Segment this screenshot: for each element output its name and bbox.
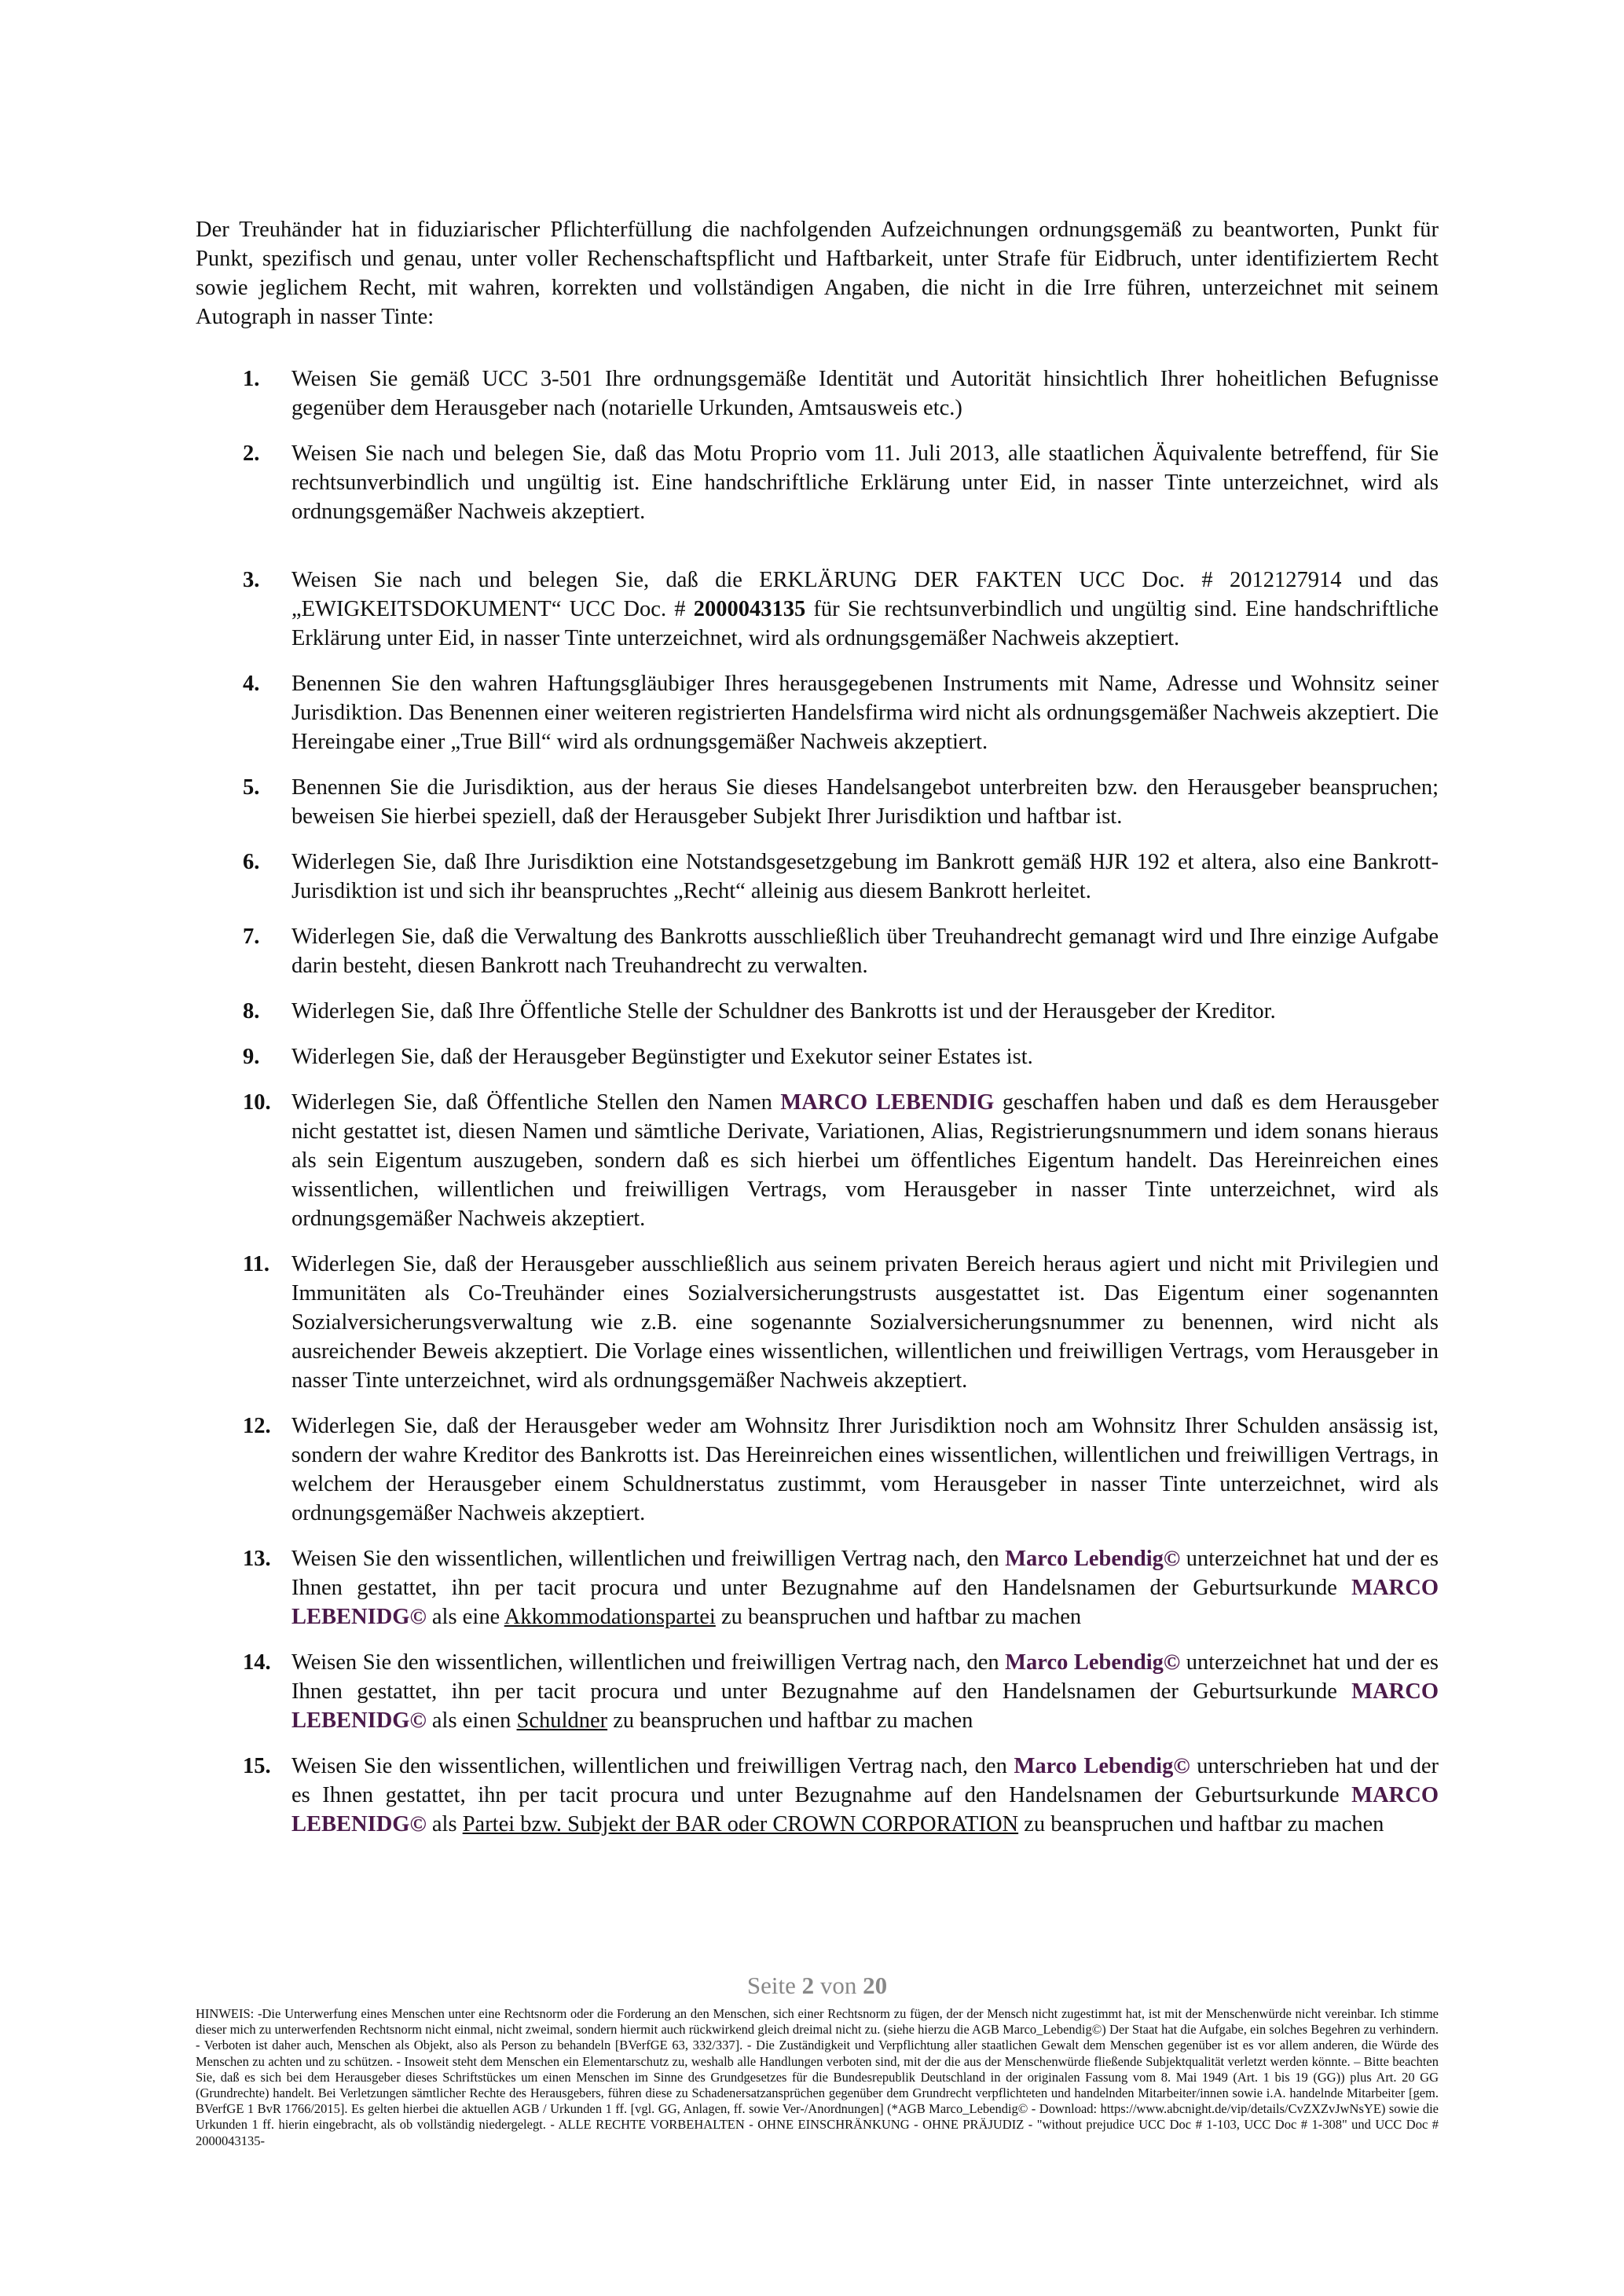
- question-list: [196, 364, 1439, 1839]
- underlined-term: Partei bzw. Subjekt der BAR oder CROWN CORPORATION: [462, 1812, 1019, 1836]
- highlighted-name: MARCO LEBENIDG©: [291, 1576, 1439, 1629]
- page-number: [196, 1970, 1439, 2001]
- list-item: [196, 439, 1439, 526]
- intro-paragraph: Der Treuhänder hat in fiduziarischer Pflichterfüllung die nachfolgenden Aufzeichnungen ordnungsgemäß zu beantworten, Punkt für Punkt, spezifisch und genau, unter voller Rechenschaftspflicht und Haftbarkeit, unter Strafe für Eidbruch, unter identifiziertem Recht sowie jeglichem Recht, mit wahren, korrekten und vollständigen Angaben, die nicht in die Irre führen, unterzeichnet mit seinem Autograph in nasser Tinte:: [196, 218, 1439, 329]
- item-number: 8.: [243, 999, 260, 1023]
- item-text: Widerlegen Sie, daß die Verwaltung des Bankrotts ausschließlich über Treuhandrecht gemanagt wird und Ihre einzige Aufgabe darin besteht, diesen Bankrott nach Treuhandrecht zu verwalten.: [291, 925, 1439, 978]
- underlined-term: Akkommodationspartei: [504, 1605, 716, 1629]
- item-text: Widerlegen Sie, daß Öffentliche Stellen den Namen: [291, 1090, 781, 1115]
- item-number: 11.: [243, 1252, 270, 1276]
- item-text: als eine: [426, 1605, 504, 1629]
- legal-notice: HINWEIS: -Die Unterwerfung eines Menschen unter eine Rechtsnorm oder die Forderung an den Menschen, sich einer Rechtsnorm zu fügen, der der Mensch nicht zugestimmt hat, ist mit der Menschenwürde nicht vereinbar. Ich stimme dieser mich zu unterwerfenden Rechtsnorm nicht einmal, nicht zweimal, sondern hiermit auch rückwirkend gleich dreimal nicht zu. (siehe hierzu die AGB Marco_Lebendig©) Der Staat hat die Aufgabe, ein solches Begehren zu verhindern. - Verboten ist daher auch, Menschen als Objekt, also als Person zu behandeln [BVerfGE 63, 332/337]. - Die Zuständigkeit und Verpflichtung aller staatlichen Gewalt dem Menschen gegenüber ist es vor allem anderen, die Würde des Menschen zu achten und zu schützen. - Insoweit steht dem Menschen ein Elementarschutz zu, weshalb alle Handlungen verboten sind, mit der die aus der Menschenwürde fließende Subjektqualität verletzt werden könnte. – Bitte beachten Sie, daß es sich bei dem Herausgeber dieses Schriftstückes um einen Menschen im Sinne des Grundgesetzes für die Bundesrepublik Deutschland in der originalen Fassung vom 8. Mai 1949 (Art. 1 bis 19 (GG)) plus Art. 20 GG (Grundrechte) handelt. Bei Verletzungen sämtlicher Rechte des Herausgebers, führen diese zu Schadenersatzansprüchen gegenüber dem Grundrecht verpflichteten und handelnden Mitarbeiter/innen sowie i.A. handelnde Mitarbeiter [gem. BVerfGE 1 BvR 1766/2015]. Es gelten hierbei die aktuellen AGB / Urkunden 1 ff. [vgl. GG, Anlagen, ff. sowie Ver-/Anordnungen] (*AGB Marco_Lebendig© - Download: https://www.abcnight.de/vip/details/CvZXZvJwNsYE) sowie die Urkunden 1 ff. hierin eingebracht, als ob vollständig niedergelegt. - ALLE RECHTE VORBEHALTEN - OHNE EINSCHRÄNKUNG - OHNE PRÄJUDIZ - "without prejudice UCC Doc # 1-103, UCC Doc # 1-308" und UCC Doc # 2000043135-: [196, 2006, 1439, 2148]
- item-text: Benennen Sie die Jurisdiktion, aus der heraus Sie dieses Handelsangebot unterbreiten bzw. den Herausgeber beanspruchen; beweisen Sie hierbei speziell, daß der Herausgeber Subjekt Ihrer Jurisdiktion und haftbar ist.: [291, 775, 1439, 829]
- item-text: unterschrieben hat und der es Ihnen gestattet, ihn per tacit procura und unter Bezugnahme auf den Handelsnamen der Geburtsurkunde: [291, 1754, 1439, 1807]
- highlighted-name: MARCO LEBENIDG©: [291, 1783, 1439, 1836]
- item-text: zu beanspruchen und haftbar zu machen: [715, 1605, 1082, 1629]
- item-number: 5.: [243, 775, 260, 800]
- item-text: Weisen Sie nach und belegen Sie, daß das Motu Proprio vom 11. Juli 2013, alle staatlichen Äquivalente betreffend, für Sie rechtsunverbindlich und ungültig ist. Eine handschriftliche Erklärung unter Eid, in nasser Tinte unterzeichnet, wird als ordnungsgemäßer Nachweis akzeptiert.: [291, 441, 1439, 524]
- highlighted-name: Marco Lebendig©: [1005, 1547, 1181, 1571]
- list-item: [196, 997, 1439, 1026]
- list-item: [196, 773, 1439, 831]
- item-text: unterzeichnet hat und der es Ihnen gestattet, ihn per tacit procura und unter Bezugnahme auf den Handelsnamen der Geburtsurkunde: [291, 1650, 1439, 1704]
- page-total: 20: [863, 1972, 888, 1999]
- item-text: Widerlegen Sie, daß der Herausgeber Begünstigter und Exekutor seiner Estates ist.: [291, 1045, 1033, 1069]
- list-item: [196, 1752, 1439, 1839]
- list-item: [196, 1544, 1439, 1631]
- item-text: Widerlegen Sie, daß Ihre Öffentliche Stelle der Schuldner des Bankrotts ist und der Herausgeber der Kreditor.: [291, 999, 1276, 1023]
- item-text: geschaffen haben und daß es dem Herausgeber nicht gestattet ist, diesen Namen und sämtliche Derivate, Variationen, Alias, Registrierungsnummern und idem sonans hieraus als sein Eigentum auszugeben, sondern daß es sich hierbei um öffentliches Eigentum handelt. Das Hereinreichen eines wissentlichen, willentlichen und freiwilligen Vertrags, vom Herausgeber in nasser Tinte unterzeichnet, wird als ordnungsgemäßer Nachweis akzeptiert.: [291, 1090, 1439, 1231]
- item-number: 9.: [243, 1045, 260, 1069]
- item-number: 12.: [243, 1414, 271, 1438]
- item-number: 15.: [243, 1754, 271, 1778]
- item-text: Weisen Sie den wissentlichen, willentlichen und freiwilligen Vertrag nach, den: [291, 1547, 1006, 1571]
- list-item: [196, 922, 1439, 980]
- item-text: Widerlegen Sie, daß der Herausgeber weder am Wohnsitz Ihrer Jurisdiktion noch am Wohnsitz Ihrer Schulden ansässig ist, sondern der wahre Kreditor des Bankrotts ist. Das Hereinreichen eines wissentlichen, willentlichen und freiwilligen Vertrags, in welchem der Herausgeber einem Schuldnerstatus zustimmt, vom Herausgeber in nasser Tinte unterzeichnet, wird als ordnungsgemäßer Nachweis akzeptiert.: [291, 1414, 1439, 1525]
- document-number: 2000043135: [693, 597, 806, 621]
- highlighted-name: MARCO LEBENIDG©: [291, 1679, 1439, 1733]
- item-number: 7.: [243, 925, 260, 949]
- item-text: unterzeichnet hat und der es Ihnen gestattet, ihn per tacit procura und unter Bezugnahme auf den Handelsnamen der Geburtsurkunde: [291, 1547, 1439, 1600]
- item-text: Benennen Sie den wahren Haftungsgläubiger Ihres herausgegebenen Instruments mit Name, Adresse und Wohnsitz seiner Jurisdiktion. Das Benennen einer weiteren registrierten Handelsfirma wird nicht als ordnungsgemäßer Nachweis akzeptiert. Die Hereingabe einer „True Bill“ wird als ordnungsgemäßer Nachweis akzeptiert.: [291, 672, 1439, 754]
- page-mid: von: [814, 1972, 863, 1999]
- page-prefix: Seite: [746, 1972, 802, 1999]
- item-text: Weisen Sie den wissentlichen, willentlichen und freiwilligen Vertrag nach, den: [291, 1650, 1006, 1675]
- item-text: für Sie rechtsunverbindlich und ungültig sind. Eine handschriftliche Erklärung unter Eid, in nasser Tinte unterzeichnet, wird als ordnungsgemäßer Nachweis akzeptiert.: [291, 597, 1439, 650]
- item-text: zu beanspruchen und haftbar zu machen: [607, 1708, 973, 1733]
- list-item: [196, 1250, 1439, 1395]
- item-text: Weisen Sie gemäß UCC 3-501 Ihre ordnungsgemäße Identität und Autorität hinsichtlich Ihrer hoheitlichen Befugnisse gegenüber dem Herausgeber nach (notarielle Urkunden, Amtsausweis etc.): [291, 367, 1439, 420]
- item-text: Widerlegen Sie, daß Ihre Jurisdiktion eine Notstandsgesetzgebung im Bankrott gemäß HJR 192 et altera, also eine Bankrott-Jurisdiktion ist und sich ihr beanspruchtes „Recht“ alleinig aus diesem Bankrott herleitet.: [291, 850, 1439, 903]
- highlighted-name: MARCO LEBENDIG: [780, 1090, 995, 1115]
- item-number: 3.: [243, 568, 260, 592]
- item-number: 10.: [243, 1090, 271, 1115]
- page-current: 2: [801, 1972, 815, 1999]
- item-text: Widerlegen Sie, daß der Herausgeber ausschließlich aus seinem privaten Bereich heraus agiert und nicht mit Privilegien und Immunitäten als Co-Treuhänder eines Sozialversicherungstrusts ausgestattet ist. Das Eigentum einer sogenannten Sozialversicherungsverwaltung wie z.B. eine sogenannte Sozialversicherungsnummer zu benennen, wird nicht als ausreichender Beweis akzeptiert. Die Vorlage eines wissentlichen, willentlichen und freiwilligen Vertrags, vom Herausgeber in nasser Tinte unterzeichnet, wird als ordnungsgemäßer Nachweis akzeptiert.: [291, 1252, 1439, 1393]
- item-text: Weisen Sie den wissentlichen, willentlichen und freiwilligen Vertrag nach, den: [291, 1754, 1014, 1778]
- item-number: 1.: [243, 367, 260, 391]
- page-footer: [196, 1970, 1439, 2149]
- list-item: [196, 364, 1439, 423]
- item-text: zu beanspruchen und haftbar zu machen: [1018, 1812, 1384, 1836]
- highlighted-name: Marco Lebendig©: [1005, 1650, 1181, 1675]
- list-item: [196, 1042, 1439, 1071]
- list-item: [196, 566, 1439, 653]
- item-number: 4.: [243, 672, 260, 696]
- highlighted-name: Marco Lebendig©: [1014, 1754, 1190, 1778]
- item-text: Weisen Sie nach und belegen Sie, daß die ERKLÄRUNG DER FAKTEN UCC Doc. # 2012127914 und das „EWIGKEITSDOKUMENT“ UCC Doc. #: [291, 568, 1439, 621]
- item-number: 2.: [243, 441, 260, 466]
- item-text: als: [426, 1812, 463, 1836]
- item-number: 6.: [243, 850, 260, 874]
- item-text: als einen: [426, 1708, 517, 1733]
- list-item: [196, 848, 1439, 906]
- item-number: 13.: [243, 1547, 271, 1571]
- underlined-term: Schuldner: [516, 1708, 608, 1733]
- list-item: [196, 1412, 1439, 1528]
- page-body: [196, 215, 1439, 1855]
- list-item: [196, 1648, 1439, 1735]
- item-number: 14.: [243, 1650, 271, 1675]
- list-item: [196, 669, 1439, 756]
- list-item: [196, 1088, 1439, 1233]
